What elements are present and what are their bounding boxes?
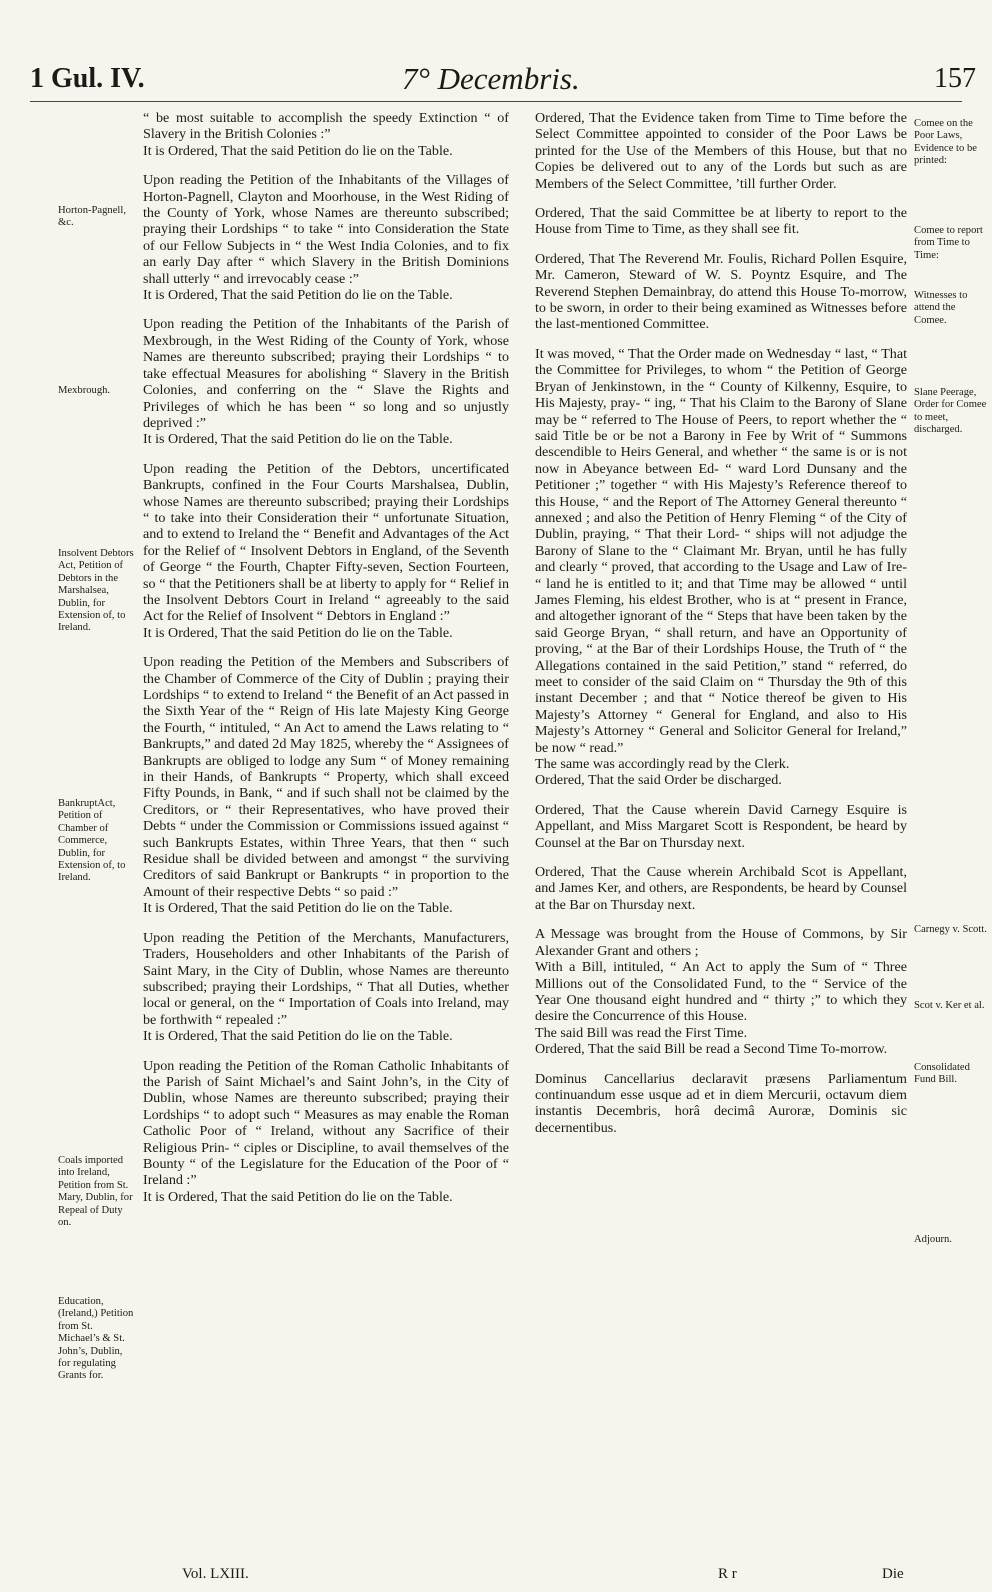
paragraph: Ordered, That the Cause wherein David Carnegy Esquire is Appellant, and Miss Margaret Scott is Respondent, be heard by Counsel at the Bar on Thursday next. — [535, 801, 907, 851]
paragraph: Ordered, That the said Committee be at liberty to report to the House from Time to Time, as they shall see fit. — [535, 205, 907, 238]
paragraph: Ordered, That the Cause wherein Archibald Scot is Appellant, and James Ker, and others, are Respondents, be heard by Counsel at the Bar on Thursday next. — [535, 864, 907, 913]
paragraph: It was moved, “ That the Order made on Wednesday “ last, “ That the Committee for Privileges, to whom “ the Petition of George Bryan of Jenkinstown, in the “ County of Kilkenny, Esquire, to His Majesty, pray- “ ing, “ That his Claim to the Barony of Slane may be “ referred to The House of Peers, to report whether the “ said Title be or be not a Barony in Fee by Writ of “ Summons descendible to Heirs General, and whether “ the same is or is not now in Abeyance between Ed- “ ward Lord Dunsany and the Petitioner ;” together “ with His Majesty’s Reference thereof to this House, “ and the Report of The Attorney General thereunto “ annexed ; and also the Petition of Henry Fleming “ of the City of Dublin, praying, “ That their Lord- “ ships will not adjudge the Barony of Slane to the “ Claimant Mr. Bryan, until he has fully and clearly “ proved, that according to the Usage and Law of Ire- “ land he is entitled to it; and that Time may be allowed “ until James Fleming, his eldest Brother, who is at “ present in France, and altogether ignorant of the “ Steps that have been taken by the said George Bryan, “ shall return, and have an Opportunity of proving, “ at the Bar of their Lordships House, the Truth of “ the Allegations contained in the said Petition,” stand “ referred, do meet to consider of the said Claim on “ Thursday the 9th of this instant December ; and that “ Notice thereof be given to His Majesty’s Attorney “ General for England, and also to His Majesty’s Attorney “ General and Solicitor General for Ireland,” be now “ read.” — [535, 345, 907, 756]
entry-witnesses — [535, 251, 907, 333]
paragraph: Ordered, That the said Bill be read a Second Time To-morrow. — [535, 1041, 888, 1058]
paragraph: A Message was brought from the House of Commons, by Sir Alexander Grant and others ; — [535, 926, 907, 959]
entry-education-ireland — [143, 1058, 509, 1206]
paragraph: “ be most suitable to accomplish the speedy Extinction “ of Slavery in the British Colonies :” — [143, 110, 509, 143]
paragraph: Ordered, That the Evidence taken from Time to Time before the Select Committee appointed to consider of the Poor Laws be printed for the Use of the Members of this House, but that no Copies be delivered out to any of the Lords but such as are Members of the Select Committee, ’till further Order. — [535, 110, 907, 192]
margin-note-committee-report: Comee to report from Time to Time: — [914, 225, 983, 261]
entry-scot-v-ker — [535, 864, 907, 913]
header-date: 7° Decembris. — [402, 61, 580, 96]
paragraph: The said Bill was read the First Time. — [535, 1024, 748, 1041]
paragraph: Upon reading the Petition of the Merchants, Manufacturers, Traders, Householders and other Inhabitants of the Parish of Saint Mary, in the City of Dublin, whose Names are thereunto subscribed; praying their Lordships, “ That all Duties, whether local or general, on the “ Importation of Coals into Ireland, may be forthwith “ repealed :” — [143, 929, 509, 1028]
margin-note-mexbrough: Mexbrough. — [58, 385, 111, 396]
entry-slane-peerage — [535, 346, 907, 789]
header-regnal-year: 1 Gul. IV. — [30, 63, 145, 94]
paragraph: With a Bill, intituled, “ An Act to apply the Sum of “ Three Millions out of the Consolidated Fund, to the “ Service of the Year One thousand eight hundred and “ thirty ;” to which they desire the Concurrence of this House. — [535, 959, 907, 1025]
entry-mexbrough — [143, 316, 509, 447]
margin-note-coals: Coals imported into Ireland, Petition from St. Mary, Dublin, for Repeal of Duty on. — [58, 1155, 133, 1229]
header-rule — [30, 101, 962, 102]
paragraph: It is Ordered, That the said Petition do lie on the Table. — [143, 1188, 453, 1205]
margin-note-poor-laws: Comee on the Poor Laws, Evidence to be printed: — [914, 118, 977, 167]
margin-note-insolvent-debtors: Insolvent Debtors Act, Petition of Debtors in the Marshalsea, Dublin, for Extension of, to Ireland. — [58, 548, 134, 634]
paragraph: Upon reading the Petition of the Debtors, uncertificated Bankrupts, confined in the Four Courts Marshalsea, Dublin, whose Names are thereunto subscribed; praying their Lordships “ to take into their Consideration their “ unfortunate Situation, and to extend to Ireland the “ Benefit and Advantages of the Act for the Relief of “ Insolvent Debtors in England, of the Seventh of George “ the Fourth, Chapter Fifty-seven, Section Fourteen, so “ that the Petitioners shall be at liberty to apply for “ Relief in the Insolvent Debtors Court in Ireland “ agreeably to the said Act for the Relief of Insolvent “ Debtors in England :” — [143, 460, 509, 625]
paragraph: Upon reading the Petition of the Members and Subscribers of the Chamber of Commerce of the City of Dublin ; praying their Lordships “ to extend to Ireland “ the Benefit of an Act passed in the Sixth Year of the “ Reign of His late Majesty King George the Fourth, “ intituled, “ An Act to amend the Laws relating to “ Bankrupts,” and dated 2d May 1825, whereby the “ Assignees of Bankrupts are obliged to lodge any Sum “ of Money remaining in their Hands, of Bankrupts “ Property, which shall exceed Fifty Pounds, in Bank, “ and if such shall not be claimed by the Creditors, or “ their Representatives, who have proved their Debts “ under the Commission or Commissions issued against “ such Bankrupts Estates, within Three Years, that then “ such Residue shall be divided between and amongst “ the surviving Creditors of said Bankrupt or Bankrupts “ in proportion to the Amount of their respective Debts “ so paid :” — [143, 654, 509, 900]
paragraph: The same was accordingly read by the Clerk. — [535, 756, 790, 773]
paragraph: It is Ordered, That the said Petition do lie on the Table. — [143, 287, 453, 304]
margin-note-adjourn: Adjourn. — [914, 1234, 952, 1245]
entry-carnegy-v-scott — [535, 802, 907, 851]
paragraph: Dominus Cancellarius declaravit præsens Parliamentum continuandum esse usque ad et in diem Mercurii, octavum diem instantis Decembris, horâ decimâ Auroræ, Dominis sic decernentibus. — [535, 1070, 907, 1136]
paragraph: Ordered, That The Reverend Mr. Foulis, Richard Pollen Esquire, Mr. Cameron, Steward of W. S. Poyntz Esquire, and The Reverend Stephen Demainbray, do attend this House To-morrow, to be sworn, in order to their being examined as Witnesses before the last-mentioned Committee. — [535, 250, 907, 333]
entry-poor-laws-evidence — [535, 110, 907, 192]
right-column — [535, 110, 907, 1136]
margin-note-scot-ker: Scot v. Ker et al. — [914, 1000, 985, 1011]
margin-note-witnesses: Witnesses to attend the Comee. — [914, 290, 968, 326]
paragraph: Ordered, That the said Order be discharged. — [535, 772, 782, 789]
margin-note-bankrupt-act: BankruptAct, Petition of Chamber of Commerce, Dublin, for Extension of, to Ireland. — [58, 798, 126, 884]
entry-coals-ireland — [143, 930, 509, 1045]
entry-horton-pagnell — [143, 172, 509, 303]
page-number: 157 — [934, 63, 976, 94]
entry-consolidated-fund-bill — [535, 926, 907, 1057]
margin-note-horton-pagnell: Horton-Pagnell, &c. — [58, 205, 126, 229]
margin-note-slane-peerage: Slane Peerage, Order for Comee to meet, discharged. — [914, 387, 987, 436]
left-column — [143, 110, 509, 1205]
paragraph: Upon reading the Petition of the Roman Catholic Inhabitants of the Parish of Saint Michael’s and Saint John’s, in the City of Dublin, whose Names are thereunto subscribed; praying their Lordships “ to adopt such “ Measures as may enable the Roman Catholic Poor of “ Ireland, without any Sacrifice of their Religious Prin- “ ciples or Discipline, to avail themselves of the Bounty “ of the Legislature for the Education of the Poor of “ Ireland :” — [143, 1057, 509, 1189]
paragraph: It is Ordered, That the said Petition do lie on the Table. — [143, 900, 453, 917]
paragraph: It is Ordered, That the said Petition do lie on the Table. — [143, 1028, 453, 1045]
margin-note-consolidated-fund: Consolidated Fund Bill. — [914, 1062, 970, 1086]
paragraph: It is Ordered, That the said Petition do lie on the Table. — [143, 142, 453, 159]
margin-note-carnegy: Carnegy v. Scott. — [914, 924, 987, 935]
footer-catchword: Die — [882, 1566, 904, 1582]
entry-bankrupt-act — [143, 654, 509, 917]
entry-committee-report — [535, 205, 907, 238]
entry-adjournment — [535, 1071, 907, 1137]
entry-slavery-continuation — [143, 110, 509, 159]
footer-signature-mark: R r — [718, 1566, 737, 1582]
paragraph: Upon reading the Petition of the Inhabitants of the Villages of Horton-Pagnell, Clayton and Moorhouse, in the West Riding of the County of York, whose Names are thereunto subscribed; praying their Lordships “ to take “ into Consideration the State of our Fellow Subjects in “ the West India Colonies, and to fix an early Day after “ which Slavery in the British Dominions shall utterly “ and irrevocably cease :” — [143, 172, 509, 287]
margin-note-education: Education, (Ireland,) Petition from St. Michael’s & St. John’s, Dublin, for regulating Grants for. — [58, 1296, 134, 1382]
entry-insolvent-debtors — [143, 461, 509, 641]
footer-volume: Vol. LXIII. — [182, 1566, 249, 1582]
paragraph: It is Ordered, That the said Petition do lie on the Table. — [143, 624, 453, 641]
paragraph: It is Ordered, That the said Petition do lie on the Table. — [143, 431, 453, 448]
paragraph: Upon reading the Petition of the Inhabitants of the Parish of Mexbrough, in the West Riding of the County of York, whose Names are thereunto subscribed; praying their Lordships “ to take effectual Measures for abolishing “ Slavery in the British Colonies, and conferring on the “ Slave the Rights and Privileges of which he has been “ so long and so unjustly deprived :” — [143, 316, 509, 431]
